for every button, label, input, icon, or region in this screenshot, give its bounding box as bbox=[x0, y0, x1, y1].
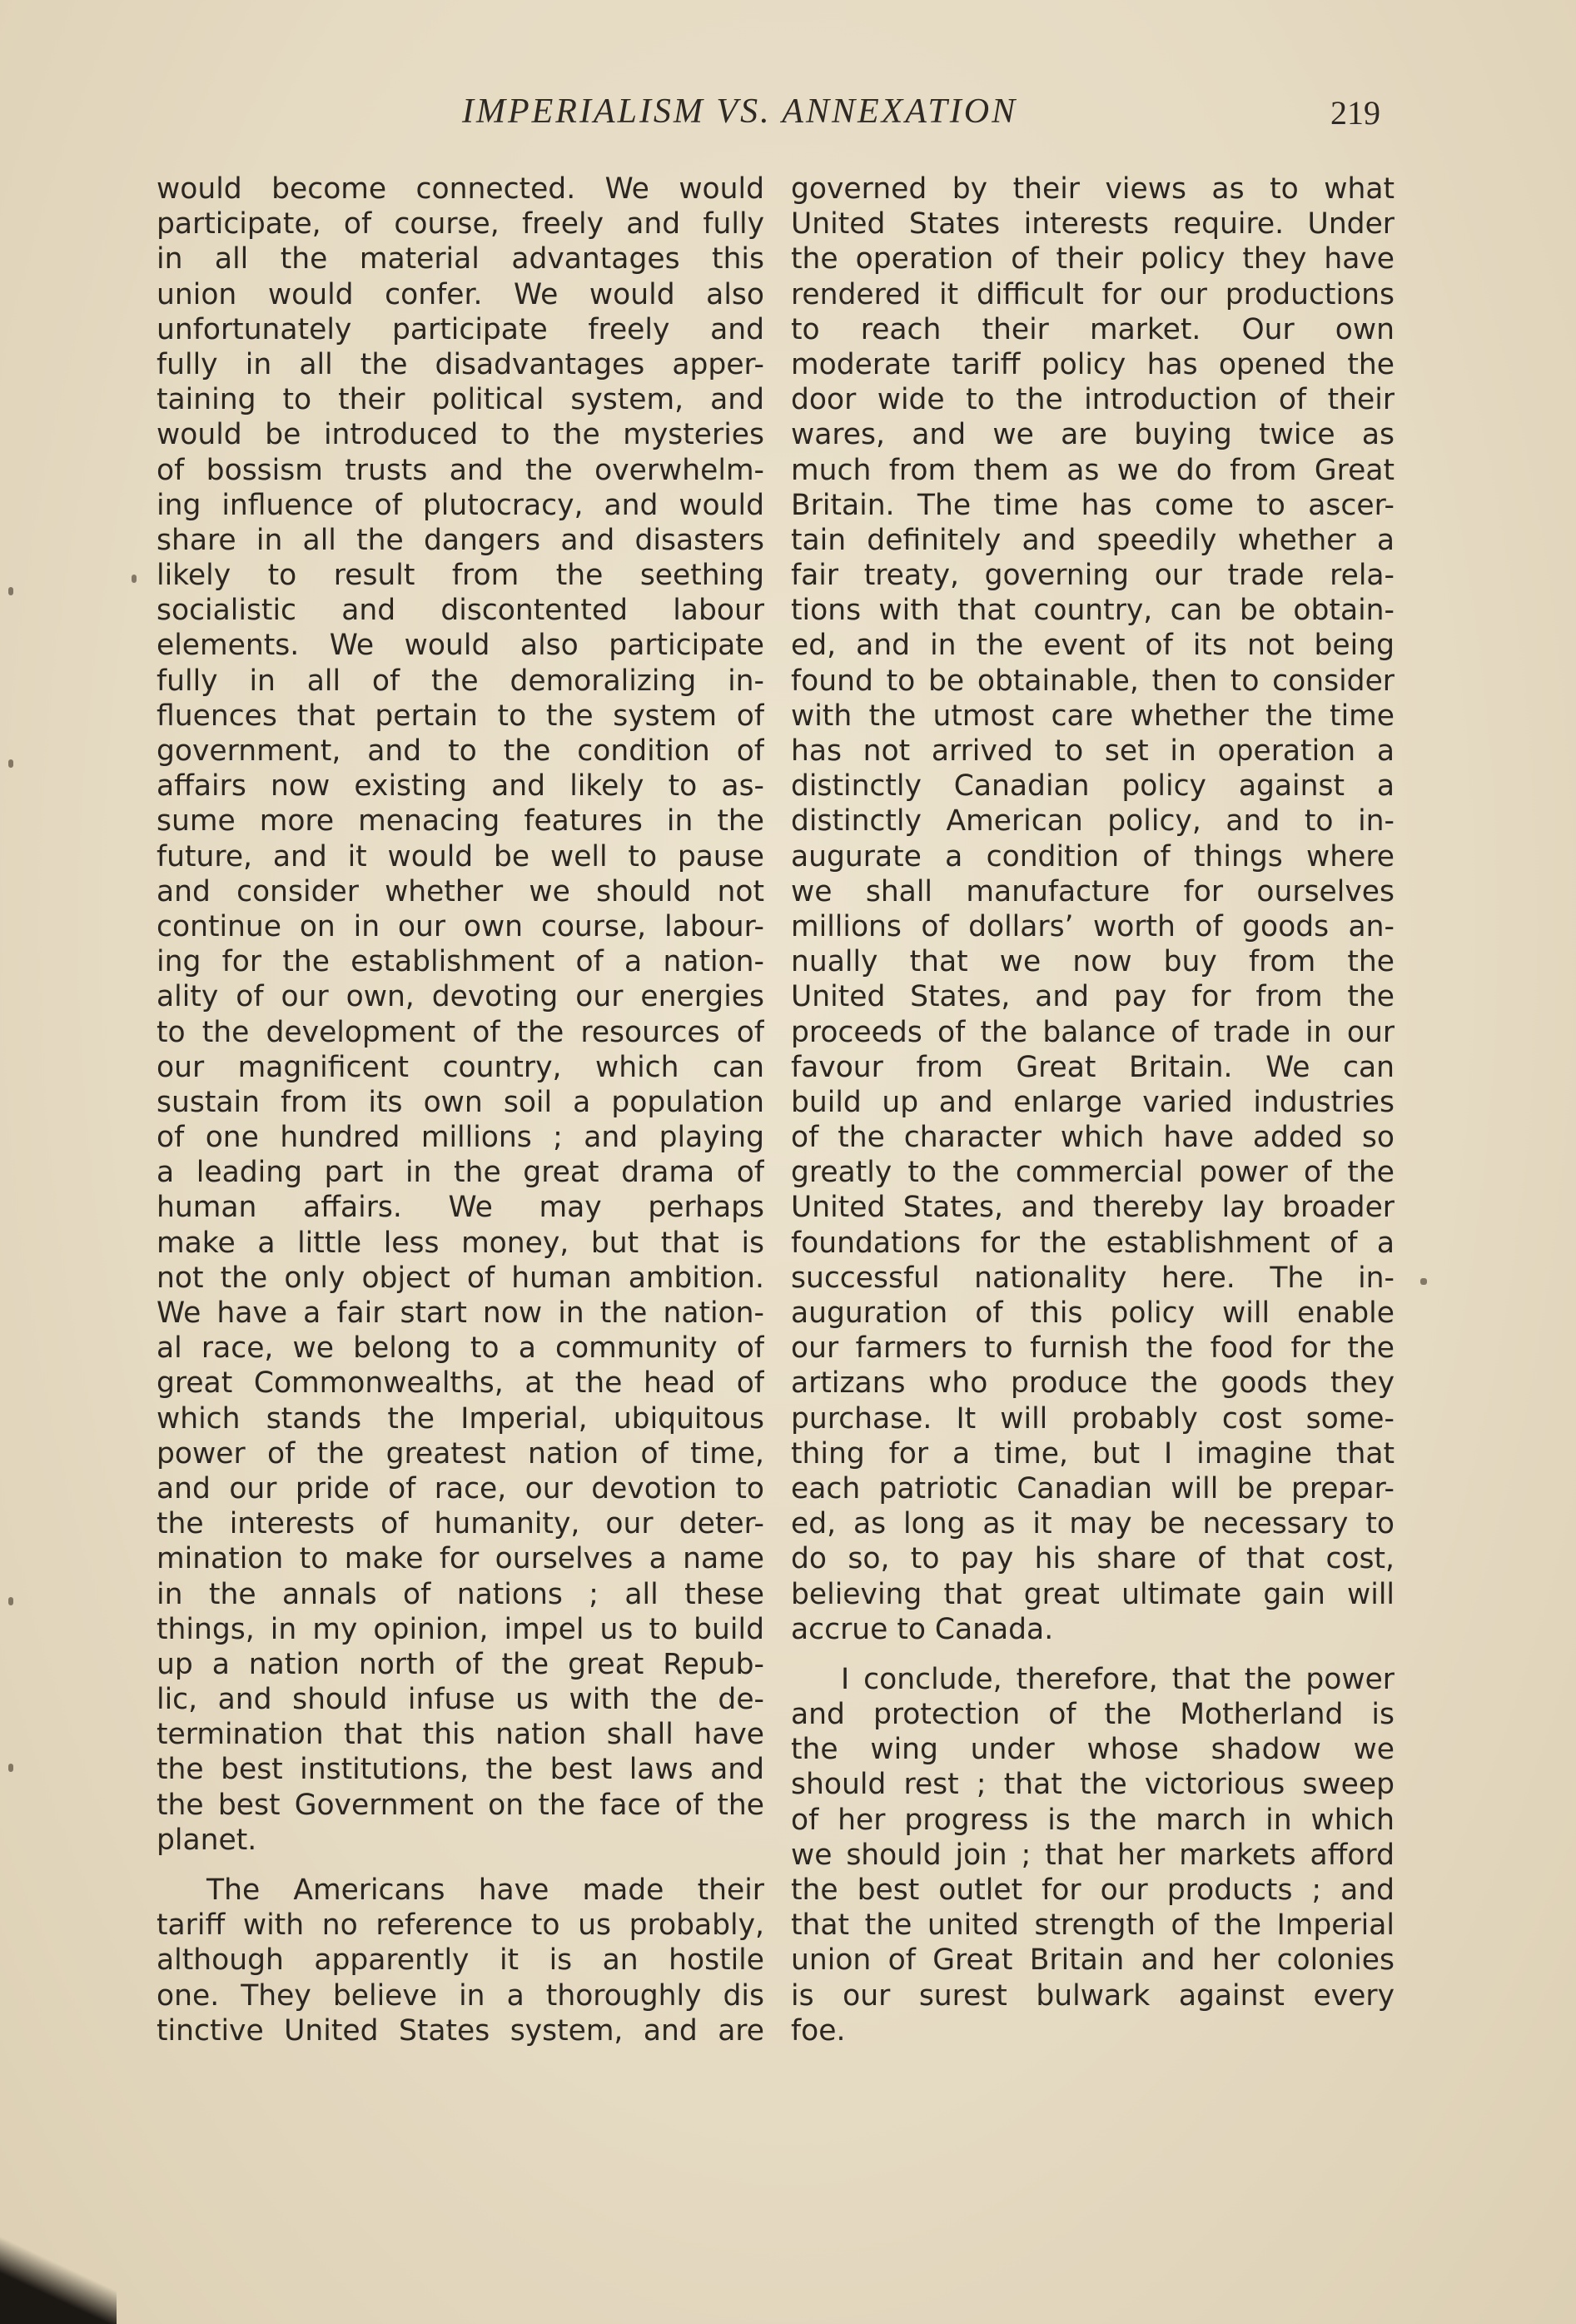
text-line: and consider whether we should not bbox=[157, 874, 764, 908]
text-line: distinctly Canadian policy against a bbox=[791, 769, 1395, 804]
text-line: make a little less money, but that is bbox=[157, 1226, 764, 1260]
text-line: We have a fair start now in the nation- bbox=[157, 1296, 764, 1330]
margin-speck bbox=[8, 1597, 13, 1605]
text-line: fully in all the disadvantages apper- bbox=[157, 347, 764, 381]
text-line: sustain from its own soil a population bbox=[157, 1085, 764, 1119]
text-line: participate, of course, freely and fully bbox=[157, 207, 764, 241]
text-line: United States, and thereby lay broader bbox=[791, 1191, 1395, 1225]
text-line: I conclude, therefore, that the power bbox=[841, 1662, 1395, 1696]
text-line: although apparently it is an hostile bbox=[157, 1943, 764, 1978]
text-line: Britain. The time has come to ascer- bbox=[791, 488, 1395, 522]
text-line: nually that we now buy from the bbox=[791, 945, 1395, 979]
text-line: is our surest bulwark against every bbox=[791, 1978, 1395, 2013]
text-line: of her progress is the march in which bbox=[791, 1803, 1395, 1837]
text-line: United States, and pay for from the bbox=[791, 980, 1395, 1014]
text-line: share in all the dangers and disasters bbox=[157, 523, 764, 557]
text-line: affairs now existing and likely to as- bbox=[157, 769, 764, 804]
text-line: door wide to the introduction of their bbox=[791, 383, 1395, 417]
text-line: in all the material advantages this bbox=[157, 242, 764, 276]
text-line: termination that this nation shall have bbox=[157, 1718, 764, 1752]
text-line: tions with that country, can be obtain- bbox=[791, 594, 1395, 628]
text-line: taining to their political system, and bbox=[157, 383, 764, 417]
text-line: of bossism trusts and the overwhelm- bbox=[157, 453, 764, 487]
text-line: planet. bbox=[157, 1823, 257, 1857]
text-line: we shall manufacture for ourselves bbox=[791, 874, 1395, 908]
paragraph-gap bbox=[157, 1858, 764, 1873]
text-line: much from them as we do from Great bbox=[791, 453, 1395, 487]
text-line: fair treaty, governing our trade rela- bbox=[791, 559, 1395, 593]
text-line: auguration of this policy will enable bbox=[791, 1296, 1395, 1330]
text-line: which stands the Imperial, ubiquitous bbox=[157, 1401, 764, 1436]
paragraph-gap bbox=[791, 1647, 1395, 1662]
text-line: of the character which have added so bbox=[791, 1121, 1395, 1155]
text-line: ing for the establishment of a nation- bbox=[157, 945, 764, 979]
text-line: should rest ; that the victorious sweep bbox=[791, 1768, 1395, 1802]
text-line: not the only object of human ambition. bbox=[157, 1261, 764, 1295]
left-column bbox=[157, 172, 764, 2048]
text-line: tinctive United States system, and are bbox=[157, 2013, 764, 2048]
text-line: great Commonwealths, at the head of bbox=[157, 1366, 764, 1401]
text-line: al race, we belong to a community of bbox=[157, 1331, 764, 1366]
text-line: tain definitely and speedily whether a bbox=[791, 523, 1395, 557]
text-line: United States interests require. Under bbox=[791, 207, 1395, 241]
text-line: ed, as long as it may be necessary to bbox=[791, 1507, 1395, 1541]
text-line: augurate a condition of things where bbox=[791, 839, 1395, 873]
text-line: to the development of the resources of bbox=[157, 1015, 764, 1049]
text-line: accrue to Canada. bbox=[791, 1612, 1054, 1646]
text-line: foe. bbox=[791, 2013, 846, 2048]
text-line: The Americans have made their bbox=[206, 1874, 764, 1907]
text-line: the interests of humanity, our deter- bbox=[157, 1507, 764, 1541]
text-line: purchase. It will probably cost some- bbox=[791, 1401, 1395, 1436]
text-line: each patriotic Canadian will be prepar- bbox=[791, 1471, 1395, 1505]
text-line: do so, to pay his share of that cost, bbox=[791, 1542, 1395, 1576]
text-line: in the annals of nations ; all these bbox=[157, 1577, 764, 1611]
text-line: things, in my opinion, impel us to build bbox=[157, 1612, 764, 1646]
text-line: continue on in our own course, labour- bbox=[157, 909, 764, 943]
text-line: up a nation north of the great Repub- bbox=[157, 1647, 764, 1681]
text-line: human affairs. We may perhaps bbox=[157, 1191, 764, 1225]
text-line: favour from Great Britain. We can bbox=[791, 1050, 1395, 1084]
text-line: one. They believe in a thoroughly dis bbox=[157, 1978, 764, 2013]
text-line: ality of our own, devoting our energies bbox=[157, 980, 764, 1014]
text-line: our magnificent country, which can bbox=[157, 1050, 764, 1084]
text-line: sume more menacing features in the bbox=[157, 804, 764, 839]
text-line: and protection of the Motherland is bbox=[791, 1698, 1395, 1732]
text-line: believing that great ultimate gain will bbox=[791, 1577, 1395, 1611]
text-line: and our pride of race, our devotion to bbox=[157, 1471, 764, 1505]
text-line: lic, and should infuse us with the de- bbox=[157, 1683, 764, 1717]
text-line: fluences that pertain to the system of bbox=[157, 699, 764, 733]
text-line: unfortunately participate freely and bbox=[157, 312, 764, 346]
page-number: 219 bbox=[1330, 94, 1380, 132]
margin-speck bbox=[8, 587, 13, 595]
text-line: artizans who produce the goods they bbox=[791, 1366, 1395, 1401]
text-line: likely to result from the seething bbox=[157, 559, 764, 593]
running-head-title: IMPERIALISM VS. ANNEXATION bbox=[462, 92, 1018, 131]
text-line: union would confer. We would also bbox=[157, 277, 764, 311]
text-line: elements. We would also participate bbox=[157, 629, 764, 663]
text-line: of one hundred millions ; and playing bbox=[157, 1121, 764, 1155]
text-line: socialistic and discontented labour bbox=[157, 594, 764, 628]
text-line: a leading part in the great drama of bbox=[157, 1156, 764, 1190]
text-line: governed by their views as to what bbox=[791, 172, 1395, 206]
text-line: build up and enlarge varied industries bbox=[791, 1085, 1395, 1119]
text-line: millions of dollars’ worth of goods an- bbox=[791, 909, 1395, 943]
text-line: ed, and in the event of its not being bbox=[791, 629, 1395, 663]
text-line: foundations for the establishment of a bbox=[791, 1226, 1395, 1260]
text-line: with the utmost care whether the time bbox=[791, 699, 1395, 733]
margin-speck bbox=[8, 1764, 13, 1772]
margin-speck bbox=[132, 575, 137, 583]
text-line: has not arrived to set in operation a bbox=[791, 734, 1395, 768]
page-corner-shadow bbox=[0, 2232, 117, 2324]
text-line: to reach their market. Our own bbox=[791, 312, 1395, 346]
text-line: wares, and we are buying twice as bbox=[791, 418, 1395, 452]
text-line: greatly to the commercial power of the bbox=[791, 1156, 1395, 1190]
text-line: we should join ; that her markets afford bbox=[791, 1838, 1395, 1872]
text-line: fully in all of the demoralizing in- bbox=[157, 664, 764, 698]
text-line: would be introduced to the mysteries bbox=[157, 418, 764, 452]
text-line: proceeds of the balance of trade in our bbox=[791, 1015, 1395, 1049]
text-line: the operation of their policy they have bbox=[791, 242, 1395, 276]
text-line: the best Government on the face of the bbox=[157, 1788, 764, 1822]
text-line: distinctly American policy, and to in- bbox=[791, 804, 1395, 839]
text-line: moderate tariff policy has opened the bbox=[791, 347, 1395, 381]
text-line: the wing under whose shadow we bbox=[791, 1733, 1395, 1767]
text-line: would become connected. We would bbox=[157, 172, 764, 206]
text-line: thing for a time, but I imagine that bbox=[791, 1436, 1395, 1471]
text-line: our farmers to furnish the food for the bbox=[791, 1331, 1395, 1366]
right-column bbox=[791, 172, 1395, 2048]
text-line: ing influence of plutocracy, and would bbox=[157, 488, 764, 522]
text-line: mination to make for ourselves a name bbox=[157, 1542, 764, 1576]
text-line: power of the greatest nation of time, bbox=[157, 1436, 764, 1471]
text-line: that the united strength of the Imperial bbox=[791, 1908, 1395, 1943]
text-line: the best institutions, the best laws and bbox=[157, 1753, 764, 1787]
text-line: tariff with no reference to us probably, bbox=[157, 1908, 764, 1943]
text-line: found to be obtainable, then to consider bbox=[791, 664, 1395, 698]
text-line: future, and it would be well to pause bbox=[157, 839, 764, 873]
text-line: successful nationality here. The in- bbox=[791, 1261, 1395, 1295]
margin-speck bbox=[1420, 1278, 1427, 1285]
text-line: government, and to the condition of bbox=[157, 734, 764, 768]
text-line: rendered it difficult for our productions bbox=[791, 277, 1395, 311]
margin-speck bbox=[8, 759, 13, 768]
text-line: union of Great Britain and her colonies bbox=[791, 1943, 1395, 1978]
text-line: the best outlet for our products ; and bbox=[791, 1874, 1395, 1907]
